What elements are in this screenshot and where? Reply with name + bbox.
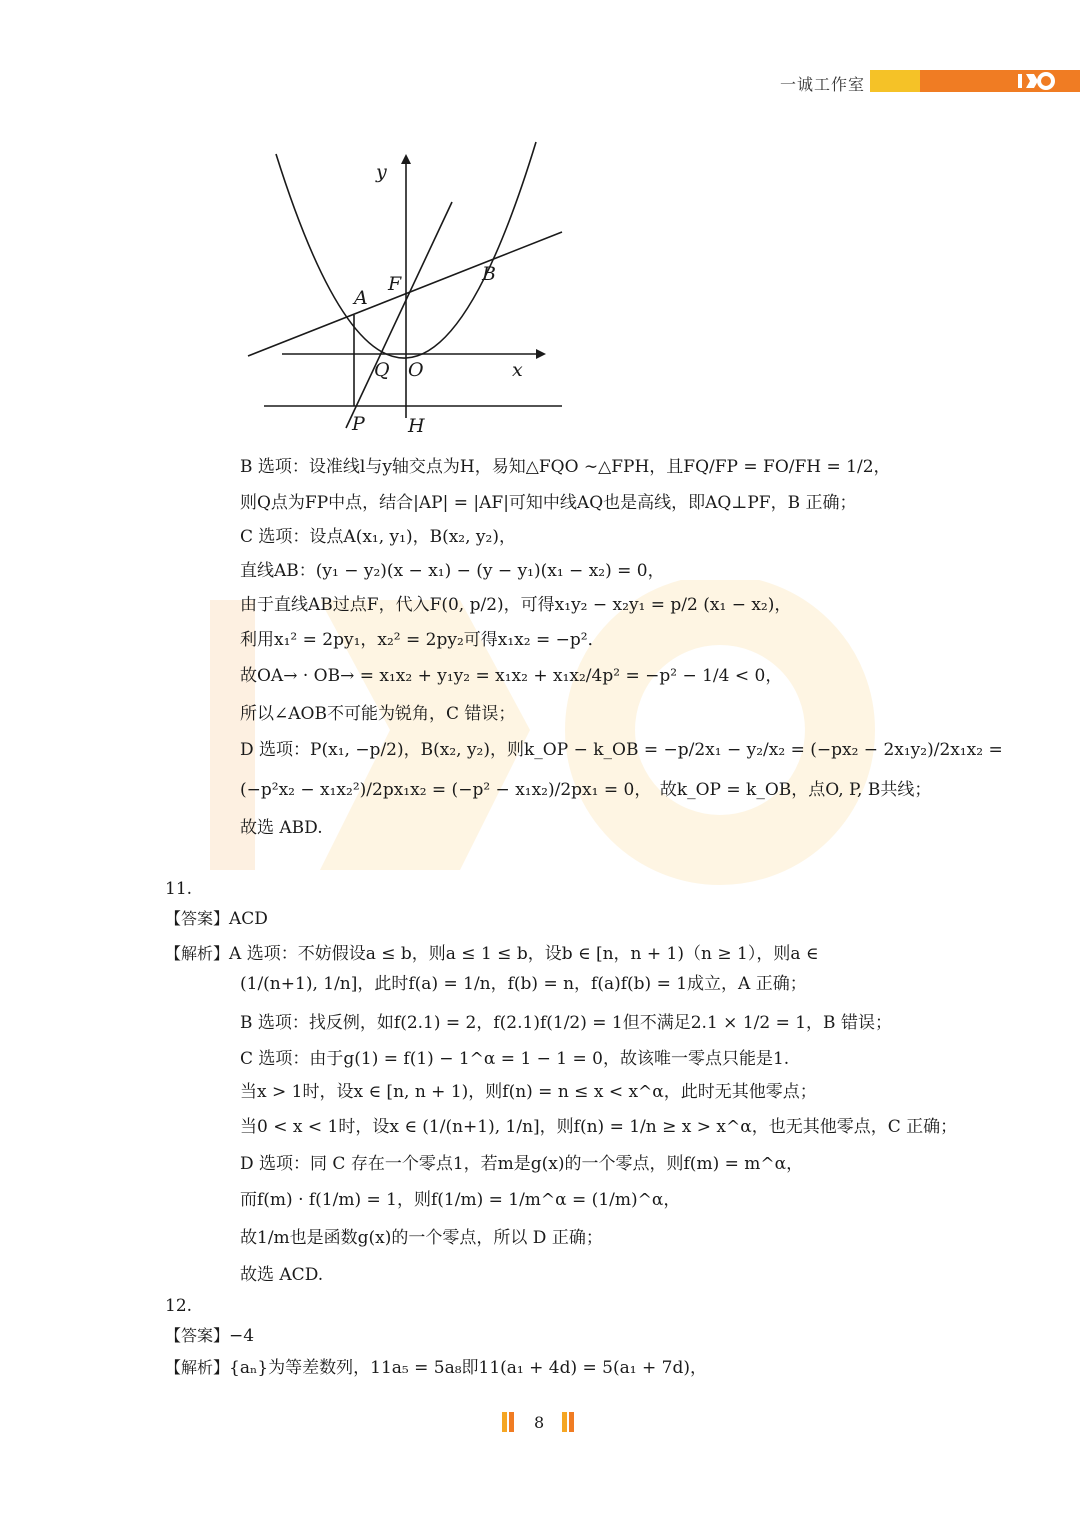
footer-right-bar-2 xyxy=(569,1412,574,1432)
q11-number: 11. xyxy=(165,879,193,899)
studio-logo-icon xyxy=(1016,71,1056,91)
q12-number: 12. xyxy=(165,1296,193,1316)
label-p: P xyxy=(352,413,365,435)
solution-line: 故OA→ · OB→ = x₁x₂ + y₁y₂ = x₁x₂ + x₁x₂/4p² = −p² − 1/4 < 0， xyxy=(240,666,783,686)
parabola-figure xyxy=(240,140,580,440)
q12-line: {aₙ}为等差数列，11a₅ = 5a₈即11(a₁ + 4d) = 5(a₁ + 7d)， xyxy=(229,1358,707,1378)
q11-answer: ACD xyxy=(229,909,268,929)
solution-line: 直线AB：(y₁ − y₂)(x − x₁) − (y − y₁)(x₁ − x₂) = 0， xyxy=(240,561,665,581)
q12-answer-row xyxy=(165,1324,254,1348)
q11-line: 而f(m) · f(1/m) = 1，则f(1/m) = 1/m^α = (1/m)^α， xyxy=(240,1190,681,1210)
q12-answer: −4 xyxy=(229,1326,255,1346)
q12-answer-tag: 【答案】 xyxy=(165,1326,230,1345)
solution-line: 所以∠AOB不可能为锐角，C 错误； xyxy=(240,704,516,724)
q11-line: D 选项：同 C 存在一个零点1，若m是g(x)的一个零点，则f(m) = m^α， xyxy=(240,1154,804,1174)
solution-line: B 选项：设准线l与y轴交点为H，易知△FQO ∼△FPH，且FQ/FP = FO/FH = 1/2， xyxy=(240,457,891,477)
footer-left-bar-2 xyxy=(509,1412,514,1432)
q11-line: (1/(n+1), 1/n]，此时f(a) = 1/n，f(b) = n，f(a)f(b) = 1成立，A 正确； xyxy=(240,974,807,994)
label-q: Q xyxy=(374,359,390,381)
page-number: 8 xyxy=(534,1413,545,1432)
label-y: y xyxy=(376,161,387,183)
page-footer xyxy=(500,1412,580,1436)
header-yellow-bar xyxy=(870,70,920,92)
q11-line: 故1/m也是函数g(x)的一个零点，所以 D 正确； xyxy=(240,1228,603,1248)
q12-analysis-tag: 【解析】 xyxy=(165,1358,230,1377)
solution-line: D 选项：P(x₁, −p/2)，B(x₂, y₂)，则k_OP − k_OB = −p/2x₁ − y₂/x₂ = (−px₂ − 2x₁y₂)/2x₁x₂ = xyxy=(240,740,1003,760)
solution-line: 利用x₁² = 2py₁，x₂² = 2py₂可得x₁x₂ = −p²． xyxy=(240,630,605,650)
label-x: x xyxy=(512,359,523,381)
label-b: B xyxy=(482,263,496,285)
label-h: H xyxy=(408,415,425,437)
footer-left-bar-1 xyxy=(502,1412,507,1432)
q11-line: 当0 < x < 1时，设x ∈ (1/(n+1), 1/n]，则f(n) = 1/n ≥ x > x^α，也无其他零点，C 正确； xyxy=(240,1117,958,1137)
solution-line: (−p²x₂ − x₁x₂²)/2px₁x₂ = (−p² − x₁x₂)/2px₁ = 0， 故k_OP = k_OB，点O, P, B共线； xyxy=(240,780,932,800)
header-brand-text: 一诚工作室 xyxy=(780,75,866,94)
chord-ab xyxy=(248,232,562,356)
solution-line: 故选 ABD. xyxy=(240,818,323,838)
q11-answer-tag: 【答案】 xyxy=(165,909,230,928)
x-axis-arrow xyxy=(536,349,546,359)
footer-right-bar-1 xyxy=(562,1412,567,1432)
q11-line: 当x > 1时，设x ∈ [n, n + 1)，则f(n) = n ≤ x < x^α，此时无其他零点； xyxy=(240,1082,817,1102)
q11-line: A 选项：不妨假设a ≤ b，则a ≤ 1 ≤ b，设b ∈ [n，n + 1)（n ≥ 1），则a ∈ xyxy=(229,944,819,964)
q12-analysis-row xyxy=(165,1356,707,1380)
solution-line: C 选项：设点A(x₁, y₁)，B(x₂, y₂)， xyxy=(240,527,516,547)
line-pf xyxy=(346,202,452,428)
label-a: A xyxy=(354,287,368,309)
y-axis-arrow xyxy=(401,154,411,164)
label-o: O xyxy=(408,359,424,381)
header-orange-bar xyxy=(920,70,1080,92)
q11-line: B 选项：找反例，如f(2.1) = 2，f(2.1)f(1/2) = 1但不满足2.1 × 1/2 = 1，B 错误； xyxy=(240,1013,892,1033)
q11-line: C 选项：由于g(1) = f(1) − 1^α = 1 − 1 = 0，故该唯一零点只能是1. xyxy=(240,1049,790,1069)
q11-line: 故选 ACD. xyxy=(240,1265,324,1285)
q11-analysis-tag: 【解析】 xyxy=(165,944,230,963)
solution-line: 由于直线AB过点F，代入F(0, p/2)，可得x₁y₂ − x₂y₁ = p/2 (x₁ − x₂)， xyxy=(240,595,792,615)
q11-answer-row xyxy=(165,907,268,931)
solution-line: 则Q点为FP中点，结合|AP| = |AF|可知中线AQ也是高线，即AQ⊥PF，B 正确； xyxy=(240,493,857,513)
label-f: F xyxy=(388,273,402,295)
q11-analysis-row xyxy=(165,942,818,966)
